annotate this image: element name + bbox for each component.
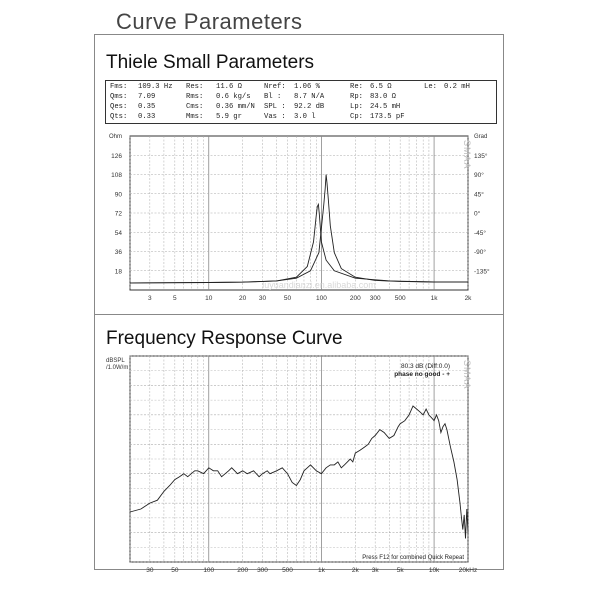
- x-tick-label: 1k: [317, 567, 325, 574]
- x-tick-label: 500: [394, 295, 406, 302]
- param-value: 11.6 Ω: [216, 83, 242, 91]
- y2-tick-label: 135°: [474, 152, 488, 160]
- brand-watermark: SMAA: [462, 140, 472, 170]
- y2-axis-label: Grad: [474, 134, 488, 140]
- x-tick-label: 200: [237, 567, 249, 574]
- y2-tick-label: 0°: [474, 210, 481, 218]
- y-tick-label: 72: [114, 210, 122, 218]
- param-value: 7.09: [138, 93, 156, 101]
- param-value: 6.5 Ω: [370, 83, 392, 91]
- annotation-phase: phase no good - +: [394, 371, 450, 378]
- y-tick-label: 108: [111, 172, 122, 179]
- param-label: Re:: [350, 83, 363, 91]
- param-label: Qms:: [110, 93, 128, 101]
- param-label: Bl :: [264, 93, 282, 101]
- param-label: Res:: [186, 83, 204, 91]
- x-tick-label: 200: [349, 295, 361, 302]
- x-tick-label: 3k: [371, 567, 379, 574]
- param-value: 0.33: [138, 113, 156, 121]
- param-value: 3.0 l: [294, 113, 316, 121]
- param-label: Rp:: [350, 93, 363, 101]
- param-value: 83.0 Ω: [370, 93, 396, 101]
- param-label: Fms:: [110, 83, 128, 91]
- param-value: 1.06 %: [294, 83, 320, 91]
- section-divider: [94, 314, 504, 315]
- param-value: 109.3 Hz: [138, 83, 173, 91]
- fr-section-title: Frequency Response Curve: [106, 328, 343, 349]
- x-tick-label: 20: [239, 295, 247, 302]
- spl-chart: [96, 352, 502, 578]
- y2-tick-label: -135°: [474, 268, 490, 276]
- param-label: Vas :: [264, 113, 286, 121]
- y2-tick-label: 90°: [474, 172, 484, 179]
- y-tick-label: 54: [114, 229, 122, 237]
- param-value: 0.36 mm/N: [216, 103, 255, 111]
- y-axis-label: dBSPL /1.0W/m: [106, 358, 129, 371]
- param-value: 8.7 N/A: [294, 93, 325, 101]
- footer-note: Press F12 for combined Quick Repeat: [362, 555, 464, 561]
- y2-tick-label: -45°: [474, 229, 486, 237]
- y-axis-label: Ohm: [108, 134, 122, 140]
- annotation-db: 80.3 dB (Diff:0.0): [400, 363, 450, 370]
- param-value: 92.2 dB: [294, 103, 325, 111]
- impedance-chart: [96, 128, 502, 308]
- site-watermark: luyuandianzi.en.alibaba.com: [262, 280, 376, 290]
- brand-watermark: SMAA: [462, 360, 472, 390]
- x-tick-label: 3: [148, 295, 152, 302]
- x-tick-label: 5: [173, 295, 177, 302]
- page-title: Curve Parameters: [116, 9, 303, 34]
- x-tick-label: 1k: [430, 295, 438, 302]
- x-tick-label: 2k: [464, 295, 472, 302]
- param-label: Mms:: [186, 113, 204, 121]
- ts-section-title: Thiele Small Parameters: [106, 52, 315, 73]
- param-value: 0.6 kg/s: [216, 93, 251, 101]
- param-label: Nref:: [264, 83, 286, 91]
- y-tick-label: 36: [114, 249, 122, 256]
- param-label: Lp:: [350, 103, 363, 111]
- y-tick-label: 126: [111, 152, 122, 160]
- param-label: SPL :: [264, 103, 286, 111]
- x-tick-label: 10: [205, 295, 213, 302]
- param-value: 24.5 mH: [370, 103, 401, 111]
- y-tick-label: 90: [114, 191, 122, 199]
- y-tick-label: 18: [114, 268, 122, 276]
- x-tick-label: 300: [369, 295, 381, 302]
- x-tick-label: 20kHz: [458, 567, 478, 574]
- x-tick-label: 30: [258, 295, 267, 302]
- x-tick-label: 300: [257, 567, 268, 574]
- x-tick-label: 50: [171, 567, 179, 574]
- param-value: 5.9 gr: [216, 113, 242, 121]
- param-label: Qts:: [110, 113, 128, 121]
- x-tick-label: 2k: [351, 567, 359, 574]
- y2-tick-label: -90°: [474, 249, 486, 256]
- x-tick-label: 500: [282, 567, 293, 574]
- x-tick-label: 30: [146, 567, 154, 574]
- x-tick-label: 5k: [396, 567, 404, 574]
- param-value: 0.35: [138, 103, 156, 111]
- y2-tick-label: 45°: [474, 191, 484, 199]
- x-tick-label: 100: [315, 295, 327, 302]
- ts-parameter-table: [105, 80, 497, 124]
- param-label: Rms:: [186, 93, 204, 101]
- param-value: 173.5 pF: [370, 113, 405, 121]
- param-label: Cms:: [186, 103, 204, 111]
- param-value: 0.2 mH: [444, 83, 470, 91]
- x-tick-label: 10k: [428, 567, 440, 574]
- param-label: Qes:: [110, 103, 128, 111]
- x-tick-label: 100: [203, 567, 215, 574]
- param-label: Le:: [424, 83, 437, 91]
- x-tick-label: 50: [283, 295, 292, 302]
- param-label: Cp:: [350, 113, 363, 121]
